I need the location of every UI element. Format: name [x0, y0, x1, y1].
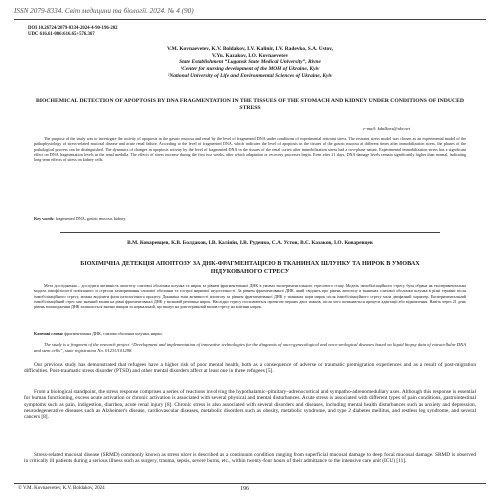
page-number: 196: [240, 486, 249, 492]
section-divider: [60, 232, 440, 233]
body-paragraph-1: Our previous study has demonstrated that refugees have a higher risk of poor mental health, both as a consequence of adverse or traumatic premigration experiences and as a result of post-migration difficulties. Post-traumatic stress disorder (PTSD) and other mental disorders affect at least one in three refugees [5].: [24, 362, 476, 375]
abstract-en: The purpose of the study was to investigate the activity of apoptosis in the gastric mucosa and renal by the level of fragmented DNA under conditions of experimental restraint stress. The restraint stress model was chosen as an experimental model of the pathophysiology of stress-related mucosal disease and acute renal failure. According to the level of fragmented DNA, which indicates the level of apoptosis in the tissues of the gastric mucosa at different times after immobilization stress, the phases of the pathological process can be distinguished. The dynamics of changes in apoptosis activity by the level of fragmented DNA in the tissues of the renal cortex after immobilization stress had a two-phase nature. Experimental immobilization stress has a significant effect on DNA fragmentation levels in the renal medulla. The effects of stress increase during the first two weeks, after which adaptation or recovery processes begin. Even after 21 days, DNA damage levels remain significantly higher than normal, indicating long-term effects of stress on kidney cells.: [34, 136, 466, 163]
header-rule: [14, 19, 486, 20]
keywords-en-label: Key words:: [34, 216, 55, 221]
keywords-en: [34, 216, 466, 221]
keywords-ua: [34, 331, 466, 336]
authors-ua: В.М. Коваревцев, К.В. Болдаков, І.В. Калінін, І.В. Руденко, С.А. Устов, В.Є. Казаков, І.О. Коваревцев: [127, 240, 373, 246]
journal-header: ISSN 2079-8334. Світ медицини та біології. 2024. № 4 (90): [14, 7, 194, 15]
udc: UDC 616.61-006:616.65+576.367: [28, 31, 95, 37]
doi[interactable]: DOI 10.26724/2079-8334-2024-4-90-196-202: [28, 26, 118, 31]
footer-copyright: © V.M. Kovnaevetev, K.V. Boldakov, 2024: [18, 486, 105, 491]
affiliation-3: ²National University of Life and Environmental Sciences of Ukraine, Kyiv: [167, 72, 333, 79]
abstract-ua: Мета дослідження – дослідити активність апоптозу слизової оболонки шлунка та нирок за рівнем фрагментованої ДНК в умовах експериментального стресового стану. Модель іммобілізаційного стресу була обрана як експериментальна модель патофізіології пов'язаного зі стресом захворювання слизової оболонки та гострої ниркової недостатності. За рівнем фрагментованої ДНК, який свідчить про рівень апоптозу в тканинах слизової оболонки шлунка в різні терміни після іммобілізаційного стресу, можна виділити фази патологічного процесу. Динаміка змін активності апоптозу за рівнем фрагментованої ДНК у тканинах кори нирок після іммобілізаційного стресу мала двофазний характер. Експериментальний іммобілізаційний стрес має значний вплив на рівні фрагментованої ДНК у мозковій речовині нирок. Наслідки стресу посилюються протягом перших двох тижнів, після чого починаються процеси адаптації або відновлення. Навіть через 21 день рівень пошкодження ДНК залишається значно вищим за нормальний, що вказує на довготривалий вплив стресу на клітини нирок.: [34, 283, 466, 310]
article-identifiers: [28, 26, 118, 38]
keywords-ua-text: фрагментована ДНК, слизова оболонка шлунка, нирки.: [64, 331, 163, 336]
authors-line-2: V.Yu. Kazakov, I.O. Kovnaevetev: [211, 52, 289, 59]
keywords-ua-label: Ключові слова:: [34, 331, 64, 336]
contact-email[interactable]: e-mail: kdalkars@ukr.net: [363, 126, 410, 131]
footer-rule: [14, 483, 486, 484]
affiliation-2: ¹Center for nursing development of the MOH of Ukraine, Kyiv: [180, 66, 320, 73]
authors-line-1: V.M. Kovnaevetev, K.V. Boldakov, I.V. Kalinir, I.V. Radevko, S.A. Ustov,: [167, 46, 333, 52]
research-project-note: The study is a fragment of the research project “Development and implementation of innovative technologies for the diagnosis of onco-gynecological and onco-urological diseases based on liquid biopsy data of extracellular DNA and stem cells”, state registration No. 0123U101298.: [34, 342, 466, 353]
article-title-ua: БІОХІМІЧНА ДЕТЕКЦІЯ АПОПТОЗУ ЗА ДНК-ФРАГМЕНТАЦІЄЮ В ТКАНИНАХ ШЛУНКУ ТА НИРОК В УМОВАХ ІНДУКОВАНОГО СТРЕСУ: [80, 260, 420, 275]
article-title-en: BIOCHEMICAL DETECTION OF APOPTOSIS BY DNA FRAGMENTATION IN THE TISSUES OF THE STOMACH AND KIDNEY UNDER CONDITIONS OF INDUCED STRESS: [36, 98, 464, 112]
keywords-en-text: fragmented DNA, gastric mucosa, kidney.: [55, 216, 127, 221]
affiliation-1: State Establishment “Lugansk State Medical University”, Rivne: [179, 59, 321, 66]
authors-block: [0, 46, 500, 80]
body-paragraph-2: From a biological standpoint, the stress response comprises a series of reactions involving the hypothalamic–pituitary–adrenocortical and sympatho-adrenomedullary axes. Although this response is essential for human functioning, excess acute activation or chronic activation is associated with several physical and mental disturbances. Acute stress is associated with different types of pain conditions, gastrointestinal symptoms such as pain, indigestion, diarrhea, acute renal injury [8]. Chronic stress is also associated with several disorders and diseases, including mental health disturbances such as anxiety and depression, neurodegenerative diseases such as Alzheimer's disease, cardiovascular diseases, metabolic disorders such as obesity, metabolic syndrome, and type 2 diabetes mellitus, and restless leg syndrome, and several cancers [8].: [24, 389, 476, 421]
body-paragraph-3: Stress-related mucosal disease (SRMD) commonly known as stress ulcer is described as a continuum condition ranging from superficial mucosal damage to deep focal mucosal damage. SRMD is observed in critically ill patients during a serious illness such as surgery, trauma, sepsis, severe burns, etc., within twenty-four hours of their admittance to the intensive care unit (ICU) [11].: [24, 452, 476, 465]
